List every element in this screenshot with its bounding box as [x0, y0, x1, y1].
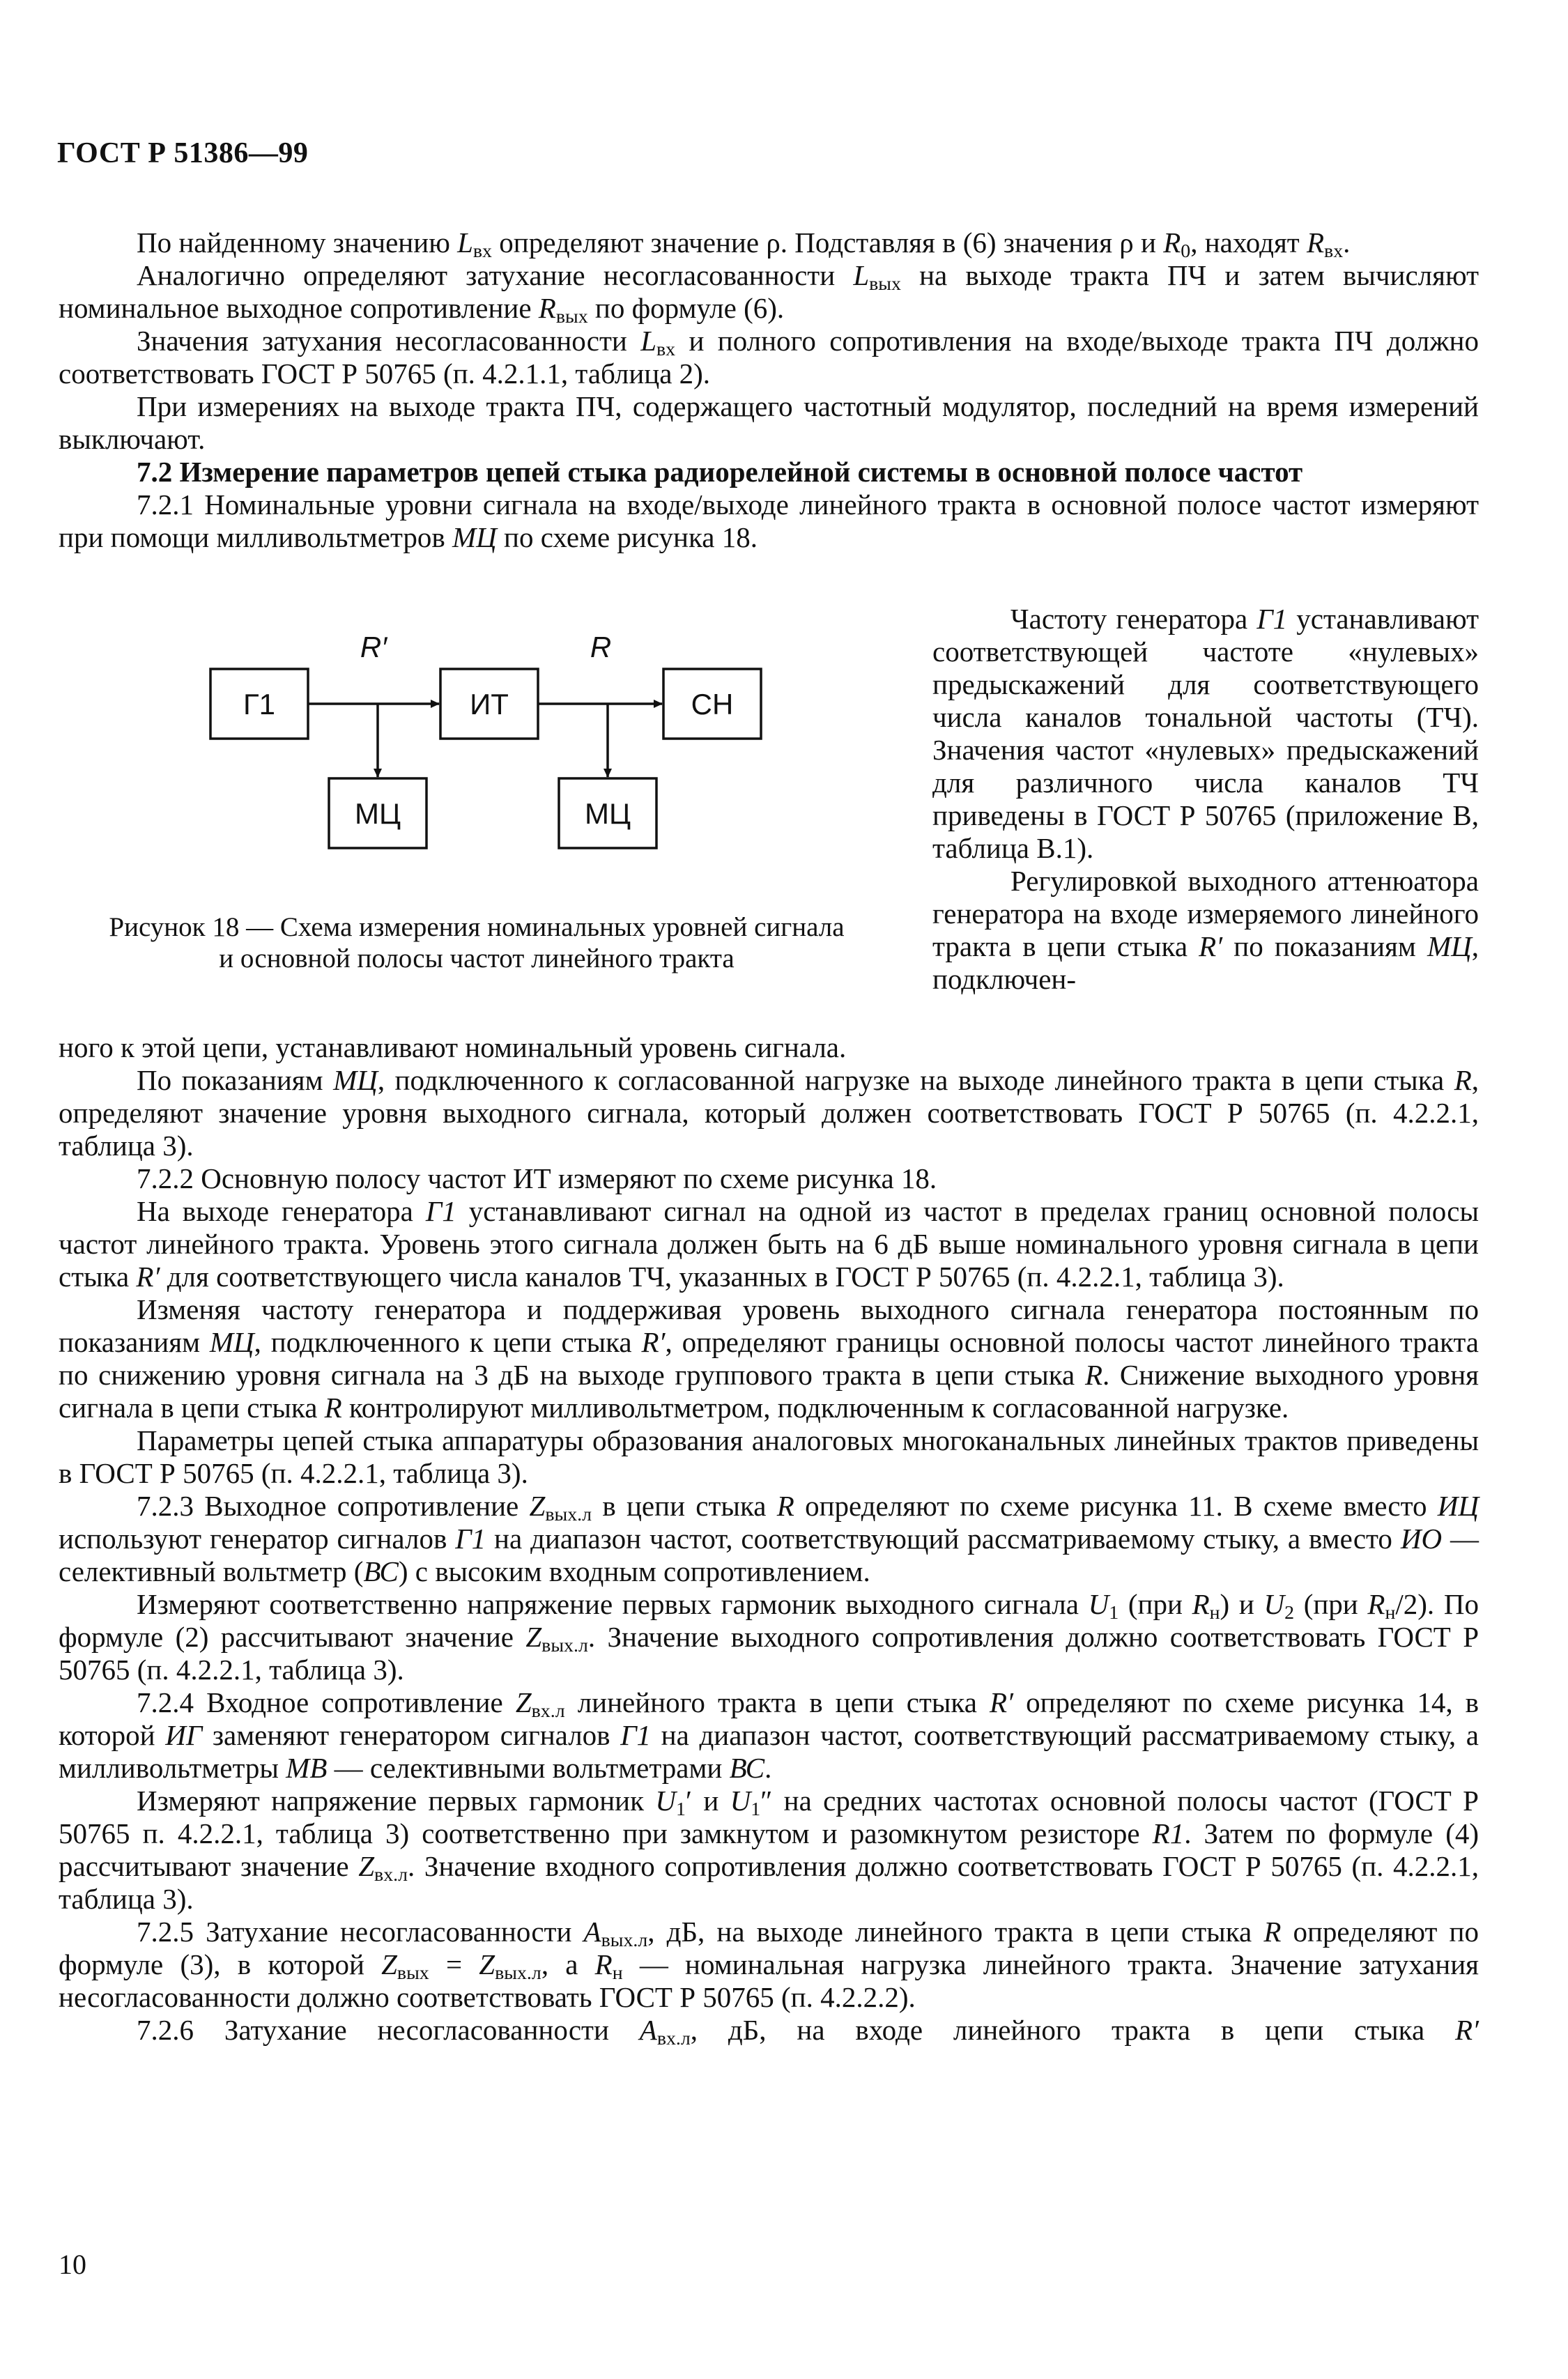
paragraph: Измеряют напряжение первых гармоник $U_1'$ и $U_1''$ на средних частотах основной полосы частот (ГОСТ Р 50765 п. 4.2.2.1, таблица 3) соответственно при замкнутом и разомкнутом резисторе R1. Затем по формуле (4) рассчитывают значение $Z_{вх.л}$. Значение входного сопротивления должно соответствовать ГОСТ Р 50765 (п. 4.2.2.1, таблица 3).	[59, 1785, 1479, 1915]
paragraph: Аналогично определяют затухание несогласованности $L_{вых}$ на выходе тракта ПЧ и затем вычисляют номинальное выходное сопротивление $R_{вых}$ по формуле (6).	[59, 259, 1479, 328]
document-header: ГОСТ Р 51386—99	[57, 137, 309, 169]
label-r-prime: R′	[360, 631, 387, 663]
paragraph: 7.2.5 Затухание несогласованности $A_{вых.л}$, дБ, на выходе линейного тракта в цепи стыка R определяют по формуле (3), в которой $Z_{вых} = Z_{вых.л}$, а $R_н$ — номинальная нагрузка линейного тракта. Значение затухания несогласованности должно соответствовать ГОСТ Р 50765 (п. 4.2.2.2).	[59, 1916, 1479, 2013]
paragraph: 7.2.4 Входное сопротивление $Z_{вх.л}$ линейного тракта в цепи стыка R′ определяют по схеме рисунка 14, в которой ИГ заменяют генератором сигналов Г1 на диапазон частот, соответствующий рассматриваемому стыку, а милливольтметры МВ — селективными вольтметрами ВС.	[59, 1686, 1479, 1784]
paragraph: 7.2.1 Номинальные уровни сигнала на входе/выходе линейного тракта в основной полосе частот измеряют при помощи милливольтметров МЦ по схеме рисунка 18.	[59, 488, 1479, 553]
paragraph: На выходе генератора Г1 устанавливают сигнал на одной из частот в пределах границ основной полосы частот линейного тракта. Уровень этого сигнала должен быть на 6 дБ выше номинального уровня сигнала в цепи стыка R′ для соответствующего числа каналов ТЧ, указанных в ГОСТ Р 50765 (п. 4.2.2.1, таблица 3).	[59, 1195, 1479, 1293]
page-number: 10	[59, 2249, 86, 2280]
paragraph: 7.2.3 Выходное сопротивление $Z_{вых.л}$ в цепи стыка R определяют по схеме рисунка 11. В схеме вместо ИЦ используют генератор сигналов Г1 на диапазон частот, соответствующий рассматриваемому стыку, а вместо ИО — селективный вольтметр (ВС) с высоким входным сопротивлением.	[59, 1490, 1479, 1587]
paragraph: Изменяя частоту генератора и поддерживая уровень выходного сигнала генератора постоянным по показаниям МЦ, подключенного к цепи стыка R′, определяют границы основной полосы частот линейного тракта по снижению уровня сигнала на 3 дБ на выходе группового тракта в цепи стыка R. Снижение выходного уровня сигнала в цепи стыка R контролируют милливольтметром, подключенным к согласованной нагрузке.	[59, 1293, 1479, 1424]
label-it: ИТ	[470, 688, 509, 721]
paragraph: Параметры цепей стыка аппаратуры образования аналоговых многоканальных линейных трактов приведены в ГОСТ Р 50765 (п. 4.2.2.1, таблица 3).	[59, 1424, 1479, 1489]
figure-18-caption: Рисунок 18 — Схема измерения номинальных уровней сигнала и основной полосы частот линейного тракта	[109, 912, 845, 973]
paragraph: ного к этой цепи, устанавливают номинальный уровень сигнала.	[59, 1031, 847, 1063]
paragraph: 7.2.2 Основную полосу частот ИТ измеряют по схеме рисунка 18.	[137, 1162, 937, 1194]
side-text-block	[932, 603, 1479, 996]
section-heading-7-2: 7.2 Измерение параметров цепей стыка радиорелейной системы в основной полосе частот	[137, 456, 1303, 488]
label-g1: Г1	[243, 688, 276, 721]
label-sn: СН	[691, 688, 734, 721]
main-text-block	[59, 1031, 1479, 2047]
paragraph: По показаниям МЦ, подключенного к согласованной нагрузке на выходе линейного тракта в цепи стыка R, определяют значение уровня выходного сигнала, который должен соответствовать ГОСТ Р 50765 (п. 4.2.2.1, таблица 3).	[59, 1064, 1479, 1162]
label-r: R	[590, 631, 612, 663]
top-text-block	[59, 226, 1479, 554]
label-mc-2: МЦ	[584, 797, 631, 830]
paragraph: Регулировкой выходного аттенюатора генератора на входе измеряемого линейного тракта в цепи стыка R′ по показаниям МЦ, подключен-	[932, 865, 1479, 995]
paragraph: Частоту генератора Г1 устанавливают соответствующей частоте «нулевых» предыскажений для соответствующего числа каналов тональной частоты (ТЧ). Значения частот «нулевых» предыскажений для различного числа каналов ТЧ приведены в ГОСТ Р 50765 (приложение В, таблица В.1).	[932, 603, 1479, 864]
paragraph: По найденному значению $L_{вх}$ определяют значение ρ. Подставляя в (6) значения ρ и $R_0$, находят $R_{вх}$.	[137, 226, 1351, 262]
paragraph: 7.2.6 Затухание несогласованности $A_{вх.л}$, дБ, на входе линейного тракта в цепи стыка R′	[137, 2014, 1479, 2049]
paragraph: Значения затухания несогласованности $L_{вх}$ и полного сопротивления на входе/выходе тракта ПЧ должно соответствовать ГОСТ Р 50765 (п. 4.2.1.1, таблица 2).	[59, 325, 1479, 390]
figure-18-diagram	[195, 631, 794, 861]
label-mc-1: МЦ	[354, 797, 401, 830]
paragraph: При измерениях на выходе тракта ПЧ, содержащего частотный модулятор, последний на время измерений выключают.	[59, 390, 1479, 455]
paragraph: Измеряют соответственно напряжение первых гармоник выходного сигнала $U_1$ (при $R_н$) и $U_2$ (при $R_н/2$). По формуле (2) рассчитывают значение $Z_{вых.л}$. Значение выходного сопротивления должно соответствовать ГОСТ Р 50765 (п. 4.2.2.1, таблица 3).	[59, 1588, 1479, 1686]
